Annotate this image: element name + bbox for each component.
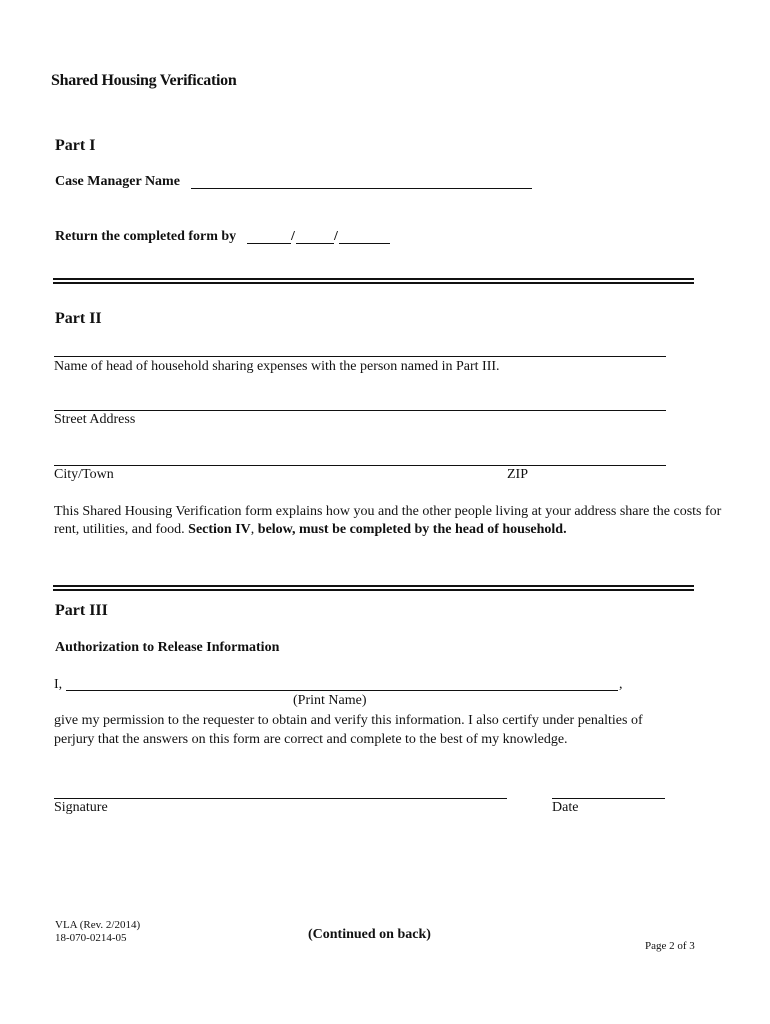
return-day-field[interactable] bbox=[296, 243, 334, 244]
section-divider bbox=[53, 585, 694, 591]
signature-label: Signature bbox=[54, 800, 108, 815]
zip-label: ZIP bbox=[507, 467, 528, 482]
part2-heading: Part II bbox=[55, 310, 102, 327]
case-manager-field[interactable] bbox=[191, 188, 532, 189]
continued-note: (Continued on back) bbox=[308, 927, 431, 942]
i-prefix: I, bbox=[54, 677, 63, 692]
return-year-field[interactable] bbox=[339, 243, 390, 244]
part3-heading: Part III bbox=[55, 602, 108, 619]
form-title: Shared Housing Verification bbox=[51, 72, 237, 89]
form-revision: VLA (Rev. 2/2014) bbox=[55, 919, 141, 931]
head-of-household-field[interactable] bbox=[54, 356, 666, 357]
head-of-household-label: Name of head of household sharing expenses with the person named in Part III. bbox=[54, 359, 500, 374]
city-label: City/Town bbox=[54, 467, 114, 482]
signature-field[interactable] bbox=[54, 798, 507, 799]
date-label: Date bbox=[552, 800, 579, 815]
paragraph-section-ref: Section IV bbox=[188, 522, 251, 537]
street-address-field[interactable] bbox=[54, 410, 666, 411]
permission-line-2: perjury that the answers on this form are correct and complete to the best of my knowledge. bbox=[54, 732, 568, 747]
form-number: 18-070-0214-05 bbox=[55, 932, 127, 944]
paragraph-text: This Shared Housing Verification form explains how you and the other people living at your address share the costs for rent, utilities, and food. bbox=[54, 504, 722, 537]
street-address-label: Street Address bbox=[54, 412, 136, 427]
case-manager-label: Case Manager Name bbox=[55, 174, 180, 189]
auth-heading: Authorization to Release Information bbox=[55, 640, 280, 655]
section-divider bbox=[53, 278, 694, 284]
comma-suffix: , bbox=[619, 677, 623, 692]
return-month-field[interactable] bbox=[247, 243, 291, 244]
explanation-paragraph bbox=[54, 503, 726, 539]
city-zip-field[interactable] bbox=[54, 465, 666, 466]
date-separator: / bbox=[291, 229, 295, 244]
date-field[interactable] bbox=[552, 798, 665, 799]
paragraph-comma: , bbox=[250, 522, 255, 537]
page-number: Page 2 of 3 bbox=[645, 940, 695, 952]
part1-heading: Part I bbox=[55, 137, 96, 154]
print-name-field[interactable] bbox=[66, 690, 618, 691]
print-name-label: (Print Name) bbox=[293, 693, 367, 708]
return-by-label: Return the completed form by bbox=[55, 229, 237, 244]
permission-line-1: give my permission to the requester to obtain and verify this information. I also certify under penalties of bbox=[54, 713, 643, 728]
paragraph-instruction: below, must be completed by the head of household. bbox=[257, 522, 567, 537]
date-separator: / bbox=[334, 229, 338, 244]
